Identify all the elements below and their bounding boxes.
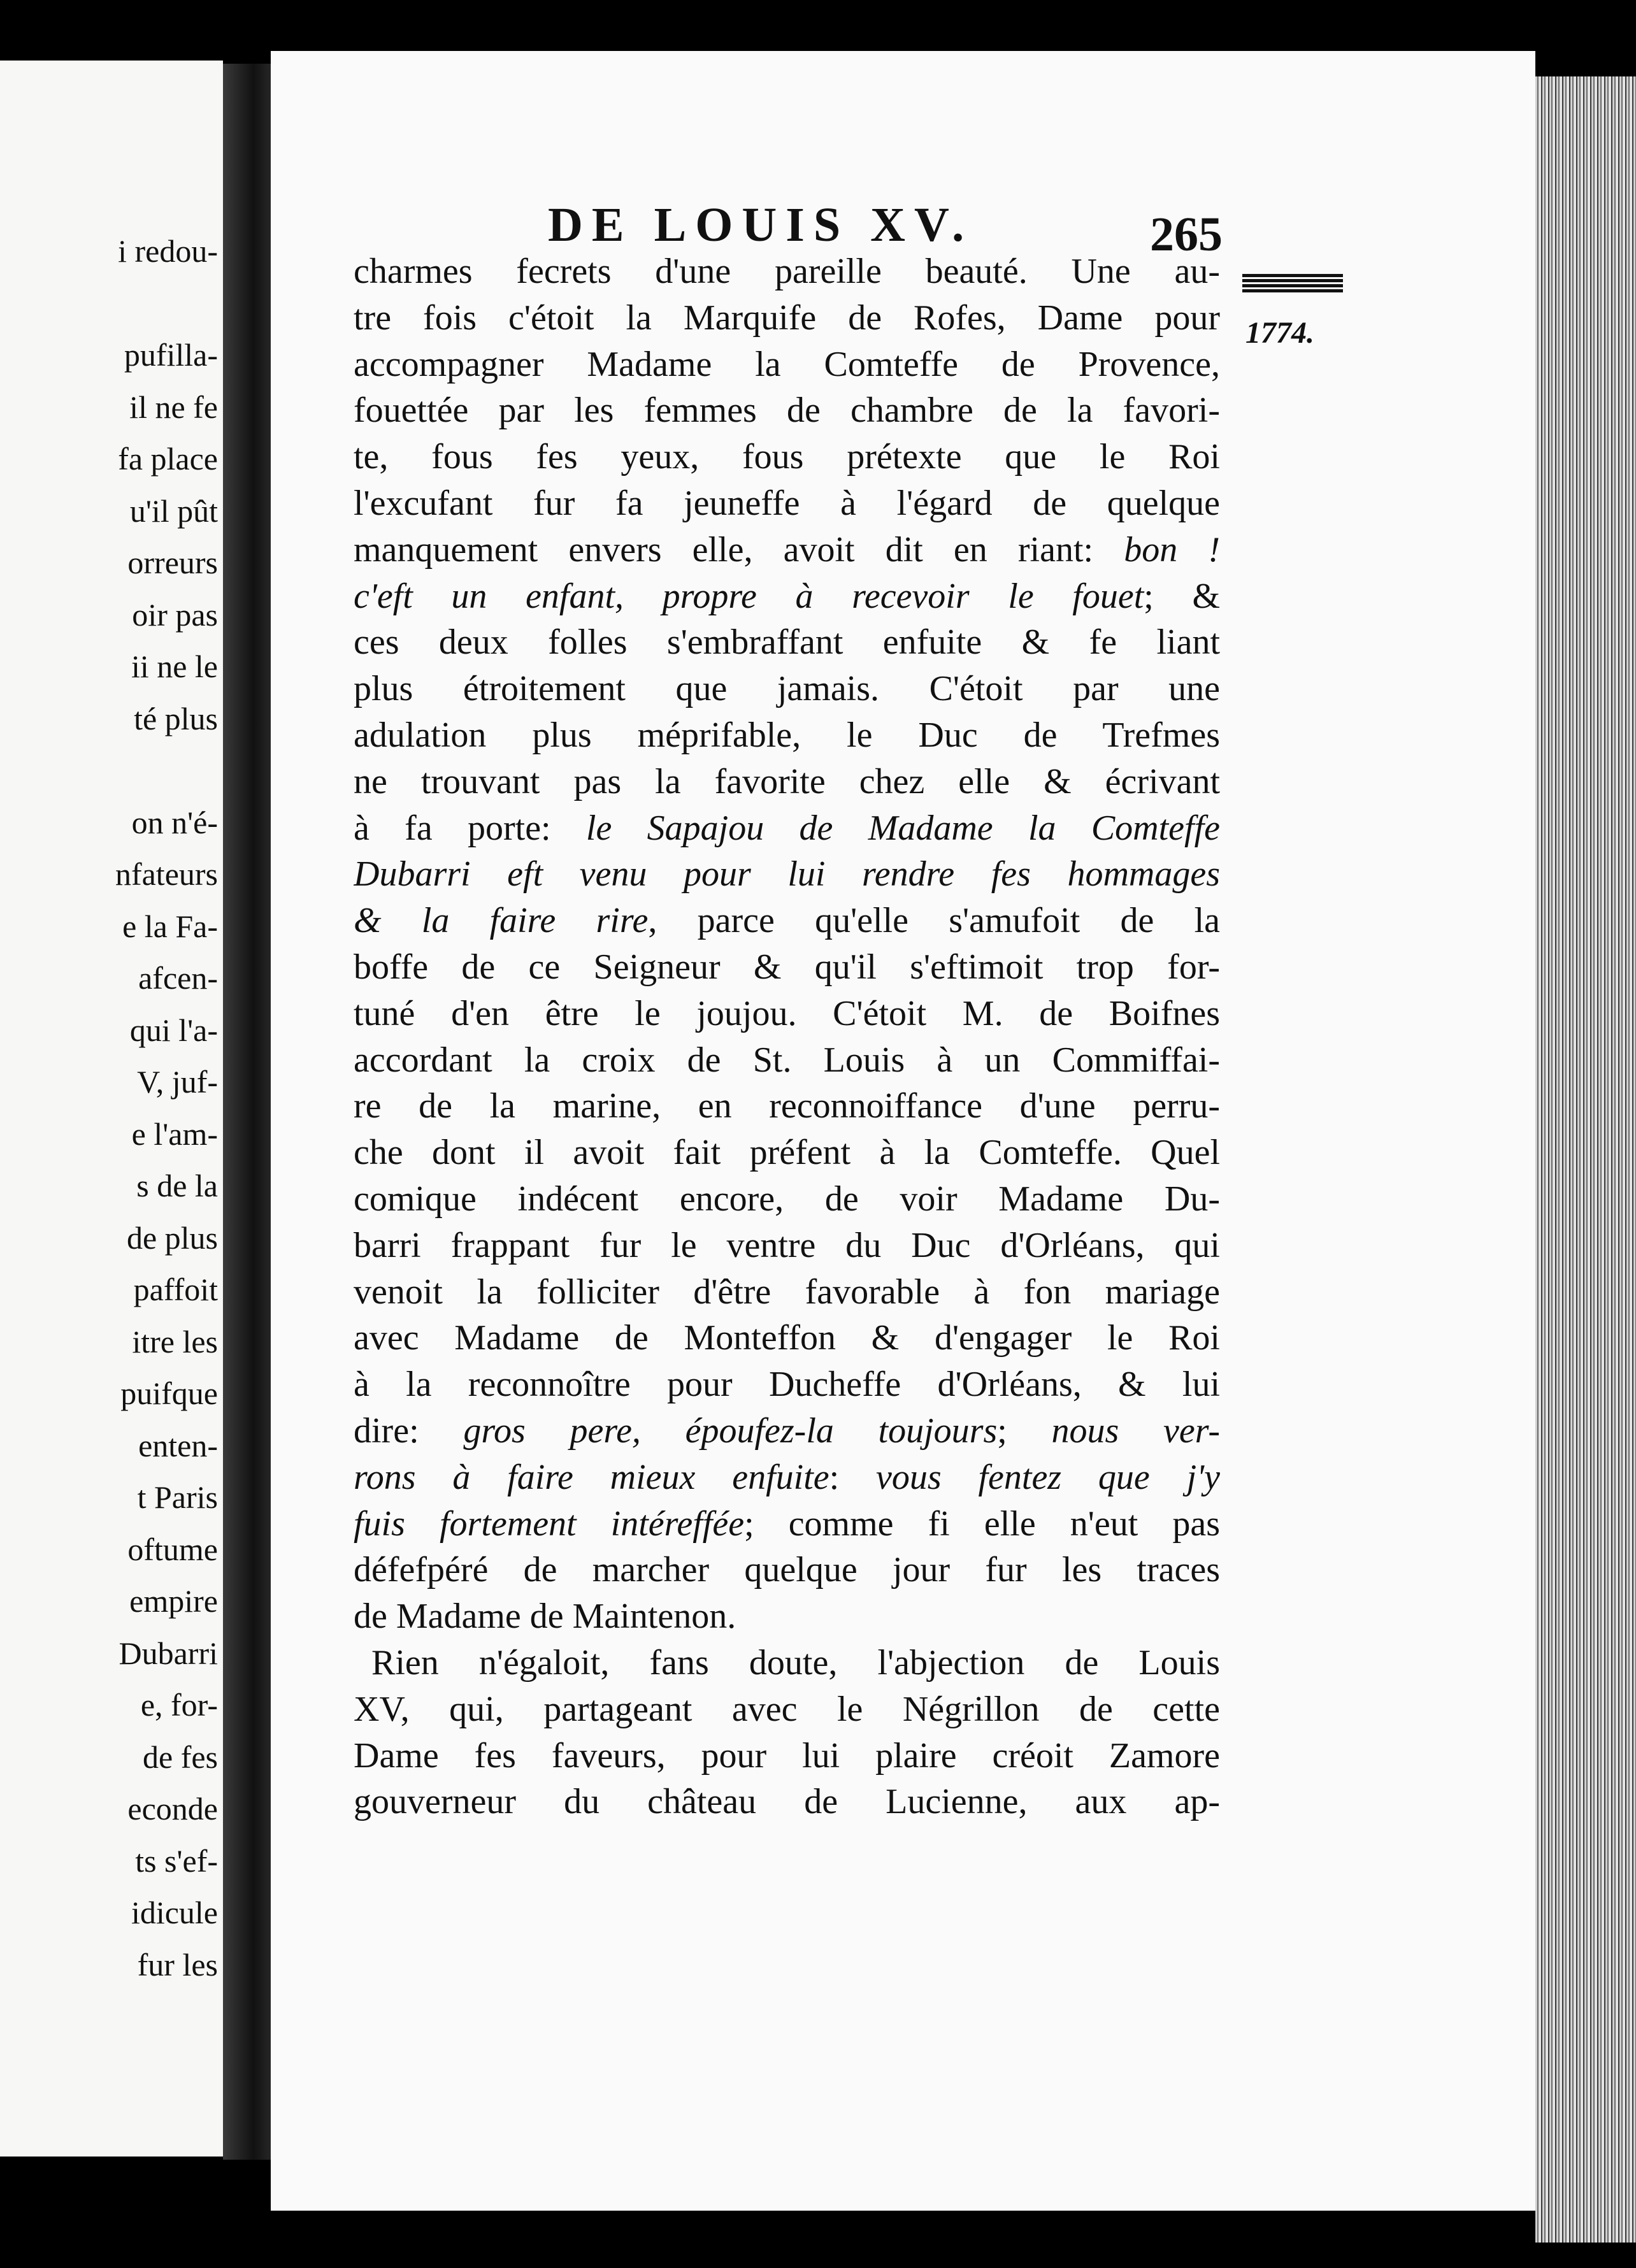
text-line [354,666,1220,712]
text-segment: de Madame de Maintenon. [354,1597,736,1637]
page-edges [1535,76,1636,2243]
text-segment: barri frappant fur le ventre du Duc d'Orléans, qui [354,1225,1220,1265]
facing-page-line: e la Fa- [122,908,218,944]
facing-page-line: u'il pût [129,492,218,529]
text-segment: ; [997,1410,1052,1451]
italic-segment: c'eft un enfant, propre à recevoir le fouet [354,576,1144,616]
facing-page-line: pufilla- [124,337,218,373]
text-line [354,1593,1220,1640]
text-line [354,944,1220,991]
margin-rule [1242,274,1343,293]
text-segment: tre fois c'étoit la Marquife de Rofes, Dame pour [354,298,1220,338]
text-line [354,1408,1220,1454]
text-segment: gouverneur du château de Lucienne, aux ap- [354,1782,1220,1822]
text-line [354,1361,1220,1408]
facing-page-line: oftume [127,1531,218,1567]
text-segment: tuné d'en être le joujou. C'étoit M. de Boifnes [354,993,1220,1033]
facing-page-line: Dubarri [118,1635,218,1671]
facing-page-line: té plus [134,700,218,736]
body-text [354,248,1220,1825]
text-line [354,341,1220,388]
facing-page-line: afcen- [138,960,218,996]
facing-page-line: ii ne le [131,649,218,684]
facing-page-line: s de la [136,1168,218,1203]
text-line [354,1223,1220,1269]
text-segment: ne trouvant pas la favorite chez elle & écrivant [354,761,1220,801]
text-line [354,1176,1220,1223]
text-segment: ; & [1144,576,1220,616]
running-header: DE LOUIS XV. [548,198,973,252]
text-segment: plus étroitement que jamais. C'étoit par une [354,669,1220,709]
italic-segment: nous ver- [1051,1410,1220,1451]
facing-page-line: fa place [118,441,218,477]
text-segment: boffe de ce Seigneur & qu'il s'eftimoit trop for- [354,947,1220,987]
facing-page-line: t Paris [137,1479,218,1515]
text-segment: Dame fes faveurs, pour lui plaire créoit Zamore [354,1735,1220,1776]
text-line [354,805,1220,852]
text-line [354,573,1220,620]
italic-segment: bon ! [1124,529,1220,570]
text-line [354,851,1220,898]
text-line [354,1640,1220,1686]
text-segment: che dont il avoit fait préfent à la Comteffe. Quel [354,1133,1220,1173]
text-line [354,295,1220,341]
text-line [354,1501,1220,1547]
text-line [354,1547,1220,1593]
facing-page-line: de fes [143,1739,218,1775]
page-number: 265 [1150,208,1223,261]
text-segment: à la reconnoître pour Ducheffe d'Orléans, & lui [354,1365,1220,1405]
facing-page-line: paffoit [133,1272,218,1307]
facing-page-line: econde [127,1791,218,1827]
text-line [354,759,1220,805]
text-segment: manquement envers elle, avoit dit en riant: [354,529,1124,570]
text-line [354,248,1220,295]
text-segment: ces deux folles s'embraffant enfuite & fe liant [354,622,1220,663]
facing-page-line: oir pas [132,596,218,633]
italic-segment: gros pere, époufez-la toujours [463,1410,998,1451]
text-segment: l'excufant fur fa jeuneffe à l'égard de quelque [354,483,1220,523]
text-segment: ; comme fi elle n'eut pas [744,1504,1220,1544]
text-line [354,1686,1220,1733]
facing-page-line: puifque [120,1375,218,1411]
text-segment: charmes fecrets d'une pareille beauté. Une au- [354,252,1220,291]
facing-page-line: empire [129,1583,218,1619]
facing-page-line: il ne fe [129,389,218,425]
italic-segment: le Sapajou de Madame la Comteffe [585,808,1220,848]
text-line [354,1037,1220,1084]
facing-page-line: on n'é- [131,804,218,840]
facing-page-line: orreurs [127,545,218,580]
facing-page-line: qui l'a- [129,1012,218,1048]
text-segment: dire: [354,1410,464,1451]
text-line [354,387,1220,434]
text-line [354,619,1220,666]
facing-page-line: i redou- [118,233,218,269]
text-line [354,1454,1220,1501]
text-line [354,1083,1220,1130]
text-line [354,991,1220,1037]
text-segment: re de la marine, en reconnoiffance d'une perru- [354,1086,1220,1126]
text-line [354,1733,1220,1779]
margin-year: 1774. [1245,316,1314,350]
italic-segment: Dubarri eft venu pour lui rendre fes hommages [354,854,1220,894]
text-line [354,527,1220,573]
text-line [354,1779,1220,1825]
text-segment: comique indécent encore, de voir Madame Du- [354,1179,1220,1219]
facing-page-line: ts s'ef- [135,1842,218,1879]
facing-page-line: nfateurs [115,856,218,892]
text-line [354,480,1220,527]
facing-page-line: fur les [137,1946,218,1983]
text-line [354,1269,1220,1316]
italic-segment: rons à faire mieux enfuite [354,1457,829,1497]
text-segment: avec Madame de Monteffon & d'engager le Roi [354,1318,1220,1358]
text-line [354,434,1220,480]
text-line [354,898,1220,944]
facing-page-line: enten- [138,1427,218,1463]
facing-page-line: itre les [132,1323,218,1360]
facing-page-fragment [0,61,223,2157]
text-line [354,1130,1220,1176]
text-segment: : [829,1457,876,1497]
facing-page-line: e, for- [140,1687,218,1723]
text-line [354,1315,1220,1361]
text-segment: venoit la folliciter d'être favorable à fon mariage [354,1272,1220,1312]
facing-page-line: de plus [126,1219,218,1256]
text-segment: fouettée par les femmes de chambre de la favori- [354,391,1220,431]
text-line [354,712,1220,759]
facing-page-line: e l'am- [131,1116,218,1152]
italic-segment: fuis fortement intéreffée [354,1504,745,1544]
text-segment: défefpéré de marcher quelque jour fur les traces [354,1550,1220,1590]
text-segment: adulation plus méprifable, le Duc de Trefmes [354,715,1220,755]
text-segment: XV, qui, partageant avec le Négrillon de cette [354,1689,1220,1729]
text-segment: accompagner Madame la Comteffe de Provence, [354,344,1220,384]
text-segment: Rien n'égaloit, fans doute, l'abjection de Louis [371,1642,1220,1683]
book-gutter [223,64,274,2160]
facing-page-line: idicule [131,1895,218,1930]
italic-segment: vous fentez que j'y [876,1457,1220,1497]
facing-page-line: V, juf- [137,1064,218,1100]
text-segment: te, fous fes yeux, fous prétexte que le Roi [354,437,1220,477]
italic-segment: & la faire rire [354,901,649,941]
text-segment: , parce qu'elle s'amufoit de la [648,901,1220,941]
text-segment: à fa porte: [354,808,586,848]
text-segment: accordant la croix de St. Louis à un Commiffai- [354,1040,1220,1080]
